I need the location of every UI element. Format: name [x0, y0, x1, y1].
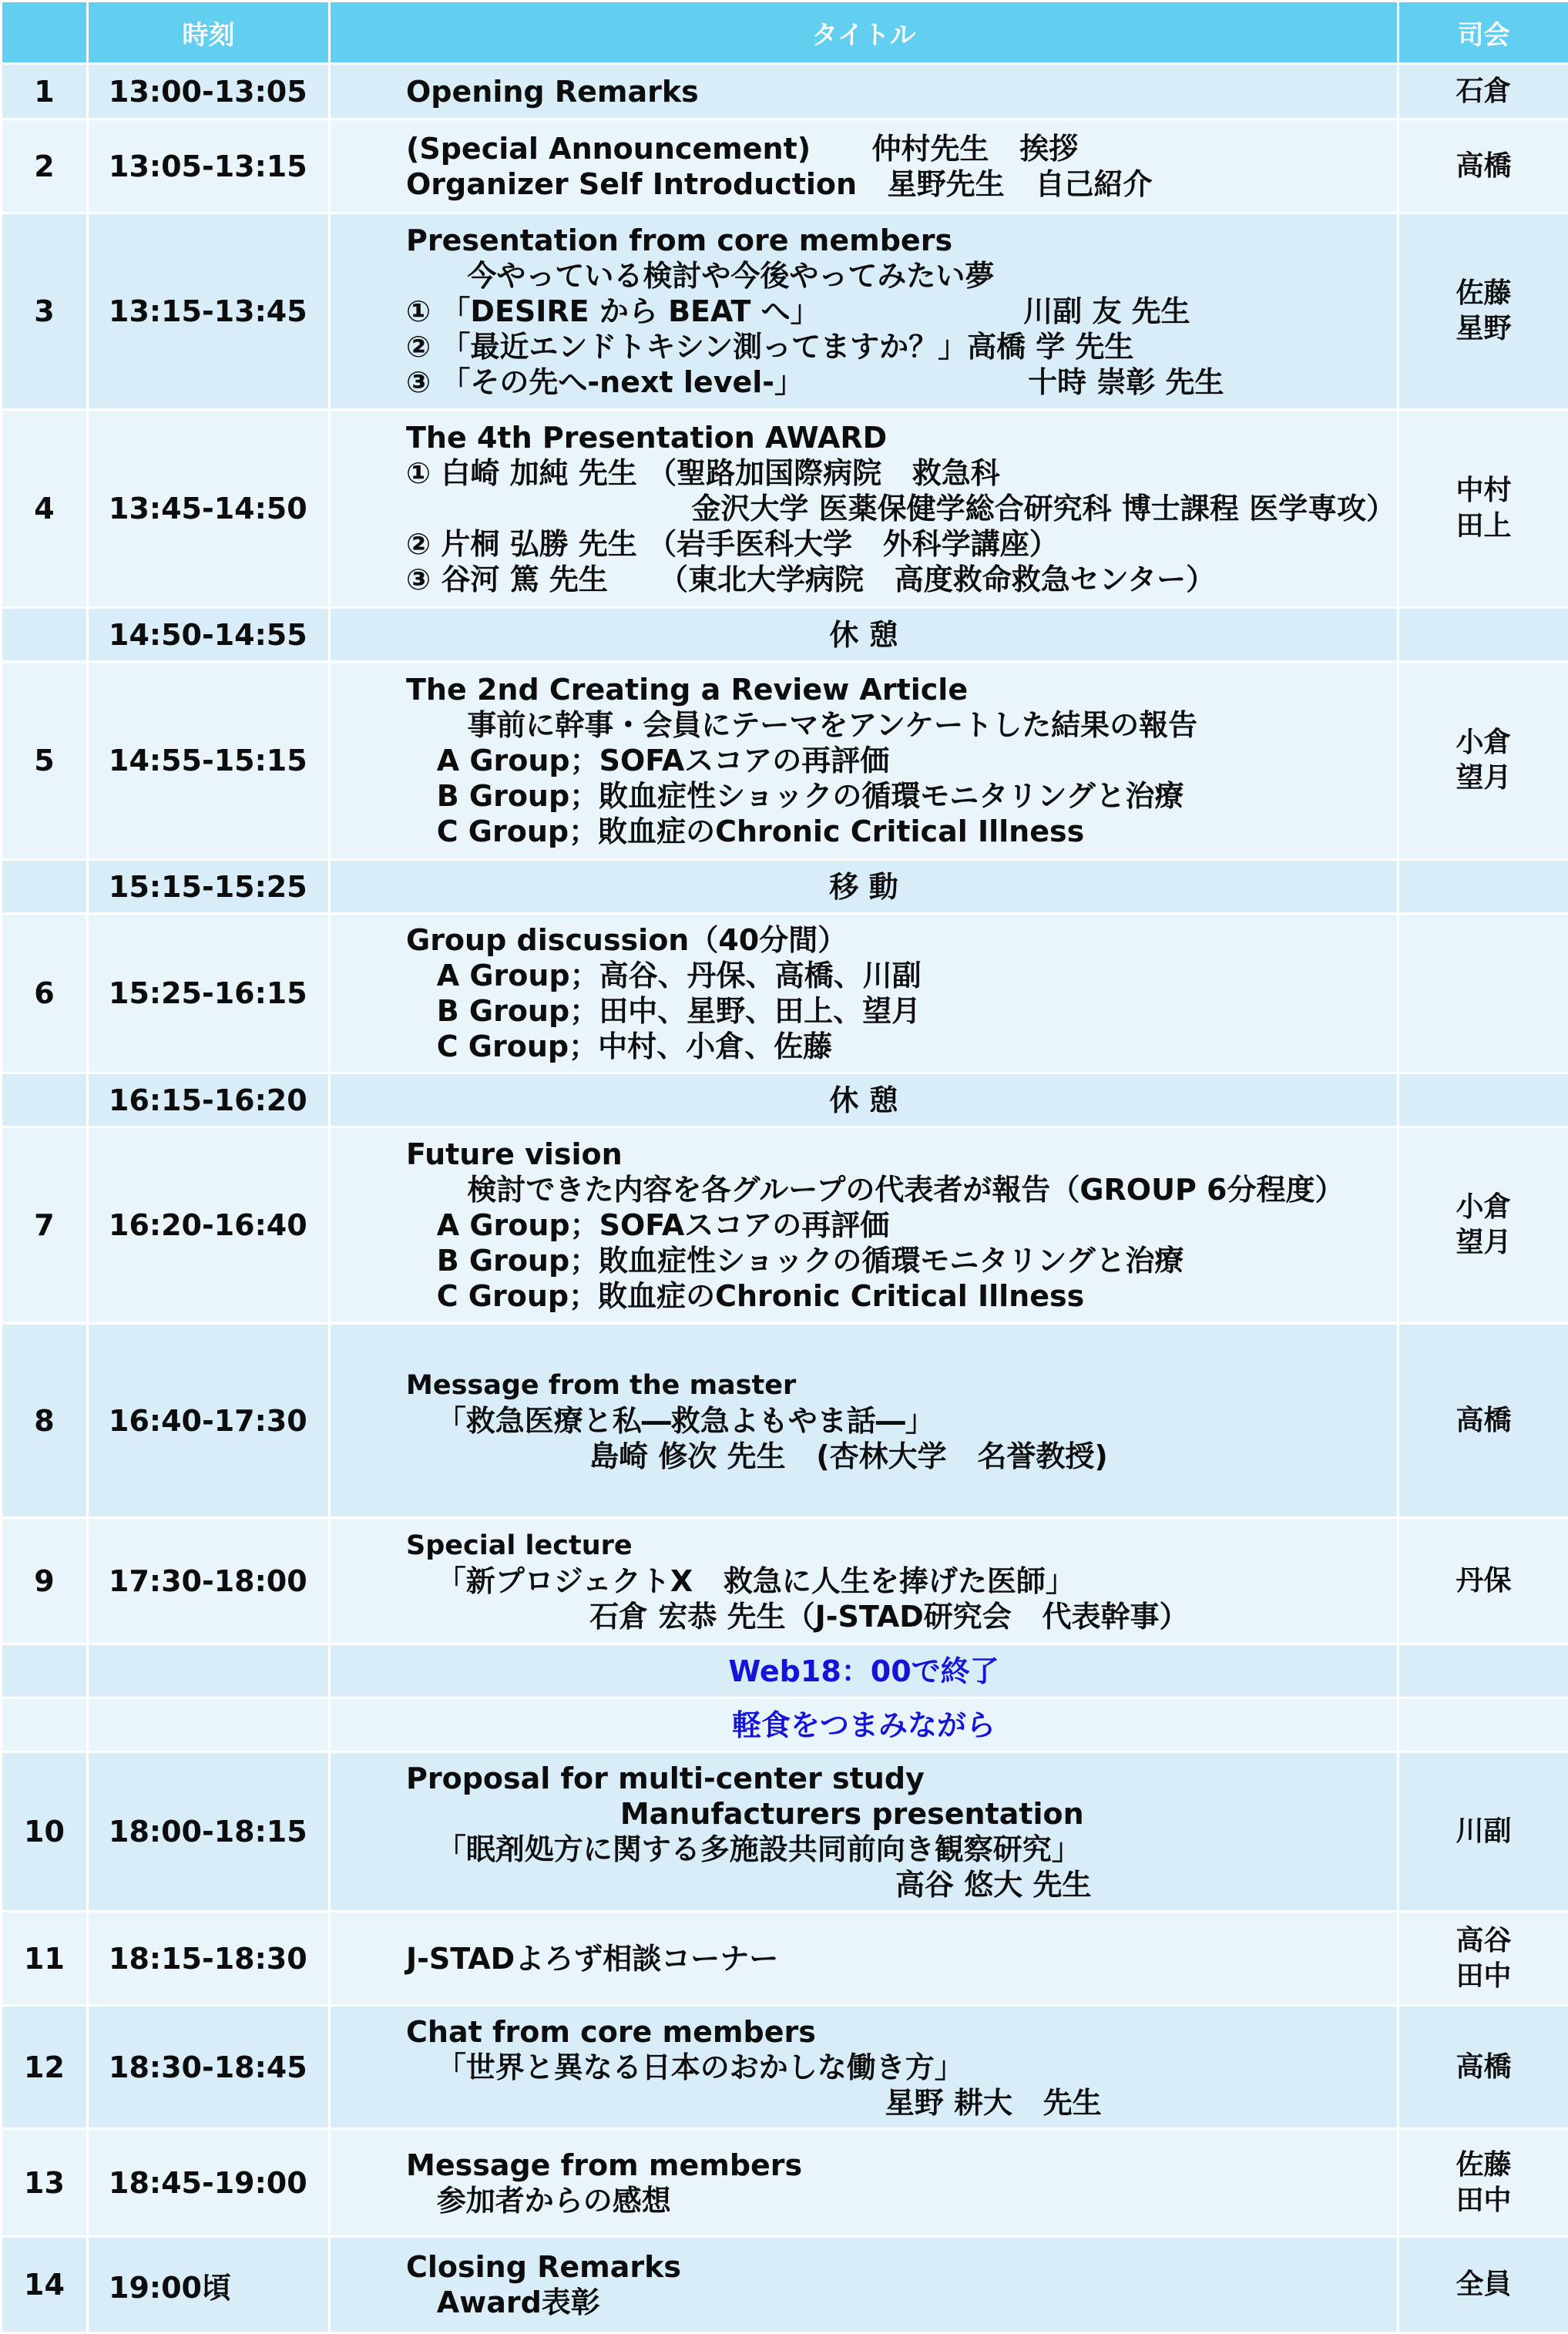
chair-cell — [1398, 914, 1568, 1073]
time-cell: 14:50-14:55 — [88, 608, 330, 662]
title-line: 島崎 修次 先生 (杏林大学 名誉教授) — [406, 1439, 1397, 1474]
title-line: Award表彰 — [406, 2285, 1397, 2320]
time-cell — [88, 1644, 330, 1698]
title-line: A Group；SOFAスコアの再評価 — [406, 743, 1397, 778]
row-number: 13 — [2, 2129, 88, 2237]
title-line: 事前に幹事・会員にテーマをアンケートした結果の報告 — [406, 707, 1397, 743]
row-number — [2, 1698, 88, 1752]
title-cell — [330, 119, 1398, 213]
table-row — [2, 213, 1568, 410]
title-line: The 4th Presentation AWARD — [406, 420, 1397, 455]
title-line: Organizer Self Introduction 星野先生 自己紹介 — [406, 166, 1397, 202]
chair-cell: 丹保 — [1398, 1518, 1568, 1644]
time-cell: 15:25-16:15 — [88, 914, 330, 1073]
time-cell: 18:00-18:15 — [88, 1752, 330, 1912]
title-cell — [330, 64, 1398, 119]
chair-cell — [1398, 860, 1568, 914]
table-row — [2, 1752, 1568, 1912]
time-cell: 18:15-18:30 — [88, 1912, 330, 2006]
time-cell: 13:15-13:45 — [88, 213, 330, 410]
chair-cell — [1398, 1644, 1568, 1698]
title-line: J-STADよろず相談コーナー — [406, 1941, 1397, 1976]
title-line: ③ 「その先へ-next level-」 十時 崇彰 先生 — [406, 364, 1397, 400]
header-number — [2, 2, 88, 64]
title-line: C Group；敗血症のChronic Critical Illness — [406, 814, 1397, 849]
row-number: 9 — [2, 1518, 88, 1644]
title-line: B Group；敗血症性ショックの循環モニタリングと治療 — [406, 1243, 1397, 1278]
row-number — [2, 860, 88, 914]
row-number: 2 — [2, 119, 88, 213]
table-row — [2, 1698, 1568, 1752]
row-number — [2, 1644, 88, 1698]
time-cell: 17:30-18:00 — [88, 1518, 330, 1644]
chair-cell: 小倉 望月 — [1398, 1127, 1568, 1324]
table-row — [2, 2006, 1568, 2129]
time-cell: 14:55-15:15 — [88, 662, 330, 860]
row-number: 1 — [2, 64, 88, 119]
row-number: 4 — [2, 410, 88, 608]
table-row — [2, 662, 1568, 860]
header-time: 時刻 — [88, 2, 330, 64]
title-line: 「眠剤処方に関する多施設共同前向き観察研究」 — [406, 1832, 1397, 1867]
table-row — [2, 119, 1568, 213]
title-cell — [330, 2006, 1398, 2129]
title-cell — [330, 914, 1398, 1073]
title-line: (Special Announcement) 仲村先生 挨拶 — [406, 131, 1397, 166]
title-line: 高谷 悠大 先生 — [406, 1867, 1397, 1902]
row-number: 12 — [2, 2006, 88, 2129]
break-label: 休 憩 — [330, 1073, 1398, 1127]
title-cell — [330, 1752, 1398, 1912]
title-cell — [330, 1518, 1398, 1644]
break-label: 移 動 — [330, 860, 1398, 914]
title-cell — [330, 2129, 1398, 2237]
title-line: ① 「DESIRE から BEAT へ」 川副 友 先生 — [406, 294, 1397, 329]
time-cell: 19:00頃 — [88, 2237, 330, 2333]
chair-cell: 川副 — [1398, 1752, 1568, 1912]
title-line: Message from members — [406, 2148, 1397, 2183]
title-line: B Group；敗血症性ショックの循環モニタリングと治療 — [406, 778, 1397, 814]
title-line: ② 「最近エンドトキシン測ってますか？」高橋 学 先生 — [406, 329, 1397, 364]
time-cell — [88, 1698, 330, 1752]
title-line: 「世界と異なる日本のおかしな働き方」 — [406, 2050, 1397, 2085]
break-label: 休 憩 — [330, 608, 1398, 662]
table-row — [2, 1073, 1568, 1127]
time-cell: 16:20-16:40 — [88, 1127, 330, 1324]
chair-cell: 高橋 — [1398, 2006, 1568, 2129]
title-line: Closing Remarks — [406, 2249, 1397, 2285]
time-cell: 18:45-19:00 — [88, 2129, 330, 2237]
chair-cell: 中村 田上 — [1398, 410, 1568, 608]
row-number: 8 — [2, 1324, 88, 1518]
title-line: C Group；敗血症のChronic Critical Illness — [406, 1278, 1397, 1314]
chair-cell: 佐藤 星野 — [1398, 213, 1568, 410]
title-line: ① 白崎 加純 先生 （聖路加国際病院 救急科 — [406, 455, 1397, 491]
title-line: Manufacturers presentation — [406, 1796, 1397, 1832]
title-line: 今やっている検討や今後やってみたい夢 — [406, 258, 1397, 294]
row-number — [2, 1073, 88, 1127]
table-row — [2, 1912, 1568, 2006]
table-row — [2, 64, 1568, 119]
title-line: Presentation from core members — [406, 223, 1397, 258]
chair-cell — [1398, 608, 1568, 662]
title-line: 参加者からの感想 — [406, 2183, 1397, 2218]
time-cell: 16:15-16:20 — [88, 1073, 330, 1127]
table-row — [2, 1518, 1568, 1644]
header-row — [2, 2, 1568, 64]
title-line: A Group；SOFAスコアの再評価 — [406, 1207, 1397, 1243]
row-number: 10 — [2, 1752, 88, 1912]
chair-cell — [1398, 1698, 1568, 1752]
title-cell — [330, 1127, 1398, 1324]
title-line: B Group；田中、星野、田上、望月 — [406, 993, 1397, 1029]
chair-cell: 高谷 田中 — [1398, 1912, 1568, 2006]
title-line: 検討できた内容を各グループの代表者が報告（GROUP 6分程度） — [406, 1172, 1397, 1207]
title-line: Proposal for multi-center study — [406, 1761, 1397, 1796]
time-cell: 18:30-18:45 — [88, 2006, 330, 2129]
title-line: 「新プロジェクトX 救急に人生を捧げた医師」 — [406, 1563, 1397, 1599]
row-number: 3 — [2, 213, 88, 410]
time-cell: 15:15-15:25 — [88, 860, 330, 914]
table-row — [2, 1127, 1568, 1324]
header-title: タイトル — [330, 2, 1398, 64]
row-number: 11 — [2, 1912, 88, 2006]
table-row — [2, 608, 1568, 662]
row-number — [2, 608, 88, 662]
table-row — [2, 2129, 1568, 2237]
title-line: 「救急医療と私―救急よもやま話―」 — [406, 1403, 1397, 1439]
table-row — [2, 914, 1568, 1073]
title-line: 星野 耕大 先生 — [406, 2085, 1397, 2121]
table-row — [2, 2237, 1568, 2333]
title-line: Opening Remarks — [406, 74, 1397, 109]
title-line: 金沢大学 医薬保健学総合研究科 博士課程 医学専攻） — [406, 491, 1397, 526]
title-line: Group discussion（40分間） — [406, 922, 1397, 958]
header-chair: 司会 — [1398, 2, 1568, 64]
table-row — [2, 860, 1568, 914]
chair-cell: 小倉 望月 — [1398, 662, 1568, 860]
table-row — [2, 410, 1568, 608]
row-number: 6 — [2, 914, 88, 1073]
title-line: C Group；中村、小倉、佐藤 — [406, 1029, 1397, 1064]
chair-cell: 高橋 — [1398, 1324, 1568, 1518]
title-cell — [330, 1912, 1398, 2006]
title-line: Chat from core members — [406, 2014, 1397, 2050]
break-label: Web18：00で終了 — [330, 1644, 1398, 1698]
time-cell: 16:40-17:30 — [88, 1324, 330, 1518]
title-line: Message from the master — [406, 1368, 1397, 1403]
title-cell — [330, 2237, 1398, 2333]
title-cell — [330, 1324, 1398, 1518]
title-line: Special lecture — [406, 1528, 1397, 1563]
row-number: 14 — [2, 2237, 88, 2333]
title-line: A Group；高谷、丹保、高橋、川副 — [406, 958, 1397, 993]
title-line: 石倉 宏恭 先生（J-STAD研究会 代表幹事） — [406, 1599, 1397, 1634]
title-cell — [330, 410, 1398, 608]
title-line: ② 片桐 弘勝 先生 （岩手医科大学 外科学講座） — [406, 526, 1397, 562]
table-row — [2, 1324, 1568, 1518]
break-label: 軽食をつまみながら — [330, 1698, 1398, 1752]
title-line: ③ 谷河 篤 先生 （東北大学病院 高度救命救急センター） — [406, 562, 1397, 597]
title-cell — [330, 662, 1398, 860]
title-line: Future vision — [406, 1137, 1397, 1172]
chair-cell — [1398, 1073, 1568, 1127]
title-line: The 2nd Creating a Review Article — [406, 672, 1397, 707]
row-number: 7 — [2, 1127, 88, 1324]
table-row — [2, 1644, 1568, 1698]
time-cell: 13:05-13:15 — [88, 119, 330, 213]
time-cell: 13:00-13:05 — [88, 64, 330, 119]
time-cell: 13:45-14:50 — [88, 410, 330, 608]
chair-cell: 石倉 — [1398, 64, 1568, 119]
chair-cell: 全員 — [1398, 2237, 1568, 2333]
row-number: 5 — [2, 662, 88, 860]
chair-cell: 高橋 — [1398, 119, 1568, 213]
title-cell — [330, 213, 1398, 410]
chair-cell: 佐藤 田中 — [1398, 2129, 1568, 2237]
